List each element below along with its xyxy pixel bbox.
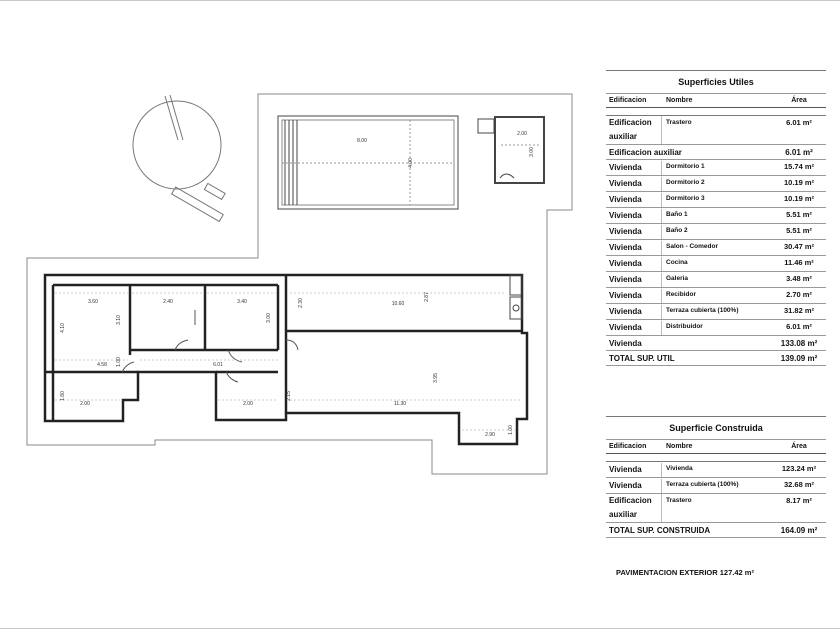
cell-area: 3.48 m² [786, 274, 812, 283]
dim-label: 3.40 [237, 299, 247, 305]
dim-label: 8.00 [357, 138, 367, 144]
cell-edificacion: Vivienda [606, 305, 662, 319]
cell-nombre: Baño 2 [666, 227, 688, 234]
table-row [606, 240, 826, 256]
subtotal-value: 133.08 m² [780, 338, 818, 348]
table-title: Superficies Utiles [606, 70, 826, 94]
total-value: 139.09 m² [780, 353, 818, 363]
subtotal-row [606, 145, 826, 160]
table-row [606, 494, 826, 523]
cell-nombre: Terraza cubierta (100%) [666, 481, 739, 488]
cell-nombre: Baño 1 [666, 211, 688, 218]
cell-area: 8.17 m² [786, 496, 812, 505]
table-row [606, 192, 826, 208]
dim-label: 2.00 [80, 401, 90, 407]
table-row [606, 478, 826, 494]
cell-edificacion: Edificacion auxiliar [606, 494, 662, 522]
table-row [606, 256, 826, 272]
total-label: TOTAL SUP. UTIL [609, 353, 675, 363]
dim-label: 1.80 [60, 391, 66, 401]
spacer [606, 454, 826, 461]
dim-label: 3.95 [433, 373, 439, 383]
table-row [606, 304, 826, 320]
swimming-pool [278, 116, 458, 209]
dim-label: 3.10 [116, 315, 122, 325]
cell-area: 5.51 m² [786, 226, 812, 235]
cell-area: 123.24 m² [781, 464, 817, 473]
cell-edificacion: Vivienda [606, 241, 662, 255]
table-row [606, 115, 826, 145]
dim-label: 2.00 [517, 131, 527, 137]
cell-area: 31.82 m² [783, 306, 815, 315]
cell-nombre: Distribuidor [666, 323, 703, 330]
cell-nombre: Dormitorio 3 [666, 195, 705, 202]
cell-nombre: Trastero [666, 119, 692, 126]
cell-area: 15.74 m² [783, 162, 815, 171]
total-label: TOTAL SUP. CONSTRUIDA [609, 525, 711, 535]
cell-edificacion: Vivienda [606, 257, 662, 271]
subtotal-label: Edificacion auxiliar [609, 147, 682, 157]
cell-area: 10.19 m² [783, 178, 815, 187]
dim-label: 4.58 [97, 362, 107, 368]
kitchen-appliances [510, 275, 522, 319]
dim-label: 2.87 [424, 292, 430, 302]
dim-label: 2.15 [286, 391, 292, 401]
cell-nombre: Trastero [666, 497, 692, 504]
dim-label: 2.00 [243, 401, 253, 407]
cell-edificacion: Vivienda [606, 177, 662, 191]
cell-nombre: Dormitorio 2 [666, 179, 705, 186]
header-edificacion: Edificacion [609, 443, 647, 450]
superficie-construida-table [606, 416, 826, 538]
cell-nombre: Cocina [666, 259, 688, 266]
dim-label: 11.30 [393, 401, 407, 407]
cell-nombre: Dormitorio 1 [666, 163, 705, 170]
dimension-guides [55, 293, 520, 430]
spacer [606, 108, 826, 115]
cell-edificacion: Vivienda [606, 209, 662, 223]
round-pool-icon [133, 95, 225, 221]
dim-label: 2.40 [163, 299, 173, 305]
superficies-utiles-table [606, 70, 826, 366]
total-value: 164.09 m² [780, 525, 818, 535]
header-nombre: Nombre [666, 443, 693, 450]
table-row [606, 176, 826, 192]
table-row [606, 272, 826, 288]
dim-label: 3.00 [266, 313, 272, 323]
pavimentacion-exterior-note: PAVIMENTACION EXTERIOR 127.42 m² [616, 568, 754, 577]
header-edificacion: Edificacion [609, 97, 647, 104]
cell-nombre: Galeria [666, 275, 689, 282]
subtotal-row [606, 336, 826, 351]
table-row [606, 461, 826, 478]
cell-area: 5.51 m² [786, 210, 812, 219]
cell-area: 10.19 m² [783, 194, 815, 203]
table-row [606, 160, 826, 176]
cell-nombre: Salon - Comedor [666, 243, 719, 250]
dim-label: 2.90 [485, 432, 495, 438]
cell-nombre: Recibidor [666, 291, 696, 298]
cell-nombre: Terraza cubierta (100%) [666, 307, 739, 314]
dim-label: 3.00 [529, 147, 535, 157]
total-row [606, 523, 826, 538]
table-header [606, 440, 826, 454]
dim-label: 1.00 [116, 357, 122, 367]
cell-edificacion: Vivienda [606, 321, 662, 335]
dim-label: 2.30 [298, 298, 304, 308]
header-area: Área [791, 443, 807, 450]
table-row [606, 320, 826, 336]
cell-edificacion: Vivienda [606, 479, 662, 493]
cell-area: 2.70 m² [786, 290, 812, 299]
cell-nombre: Vivienda [666, 465, 693, 472]
cell-area: 6.01 m² [786, 322, 812, 331]
cell-edificacion: Edificacion auxiliar [606, 116, 662, 144]
dim-label: 10.60 [391, 301, 405, 307]
table-row [606, 288, 826, 304]
cell-edificacion: Vivienda [606, 273, 662, 287]
table-header [606, 94, 826, 108]
dim-label: 4.10 [60, 323, 66, 333]
header-nombre: Nombre [666, 97, 693, 104]
cell-area: 32.68 m² [783, 480, 815, 489]
cell-edificacion: Vivienda [606, 161, 662, 175]
cell-area: 30.47 m² [783, 242, 815, 251]
table-title: Superficie Construida [606, 416, 826, 440]
total-row [606, 351, 826, 366]
cell-area: 11.46 m² [784, 258, 814, 267]
cell-edificacion: Vivienda [606, 193, 662, 207]
dim-label: 4.00 [408, 158, 414, 168]
subtotal-value: 6.01 m² [785, 147, 813, 157]
cell-edificacion: Vivienda [606, 225, 662, 239]
dim-label: 1.00 [508, 425, 514, 435]
table-row [606, 224, 826, 240]
dim-label: 3.60 [88, 299, 98, 305]
cell-edificacion: Vivienda [606, 463, 662, 477]
header-area: Área [791, 97, 807, 104]
cell-edificacion: Vivienda [606, 289, 662, 303]
table-row [606, 208, 826, 224]
dim-label: 6.01 [213, 362, 223, 368]
subtotal-label: Vivienda [609, 338, 642, 348]
cell-area: 6.01 m² [786, 118, 812, 127]
